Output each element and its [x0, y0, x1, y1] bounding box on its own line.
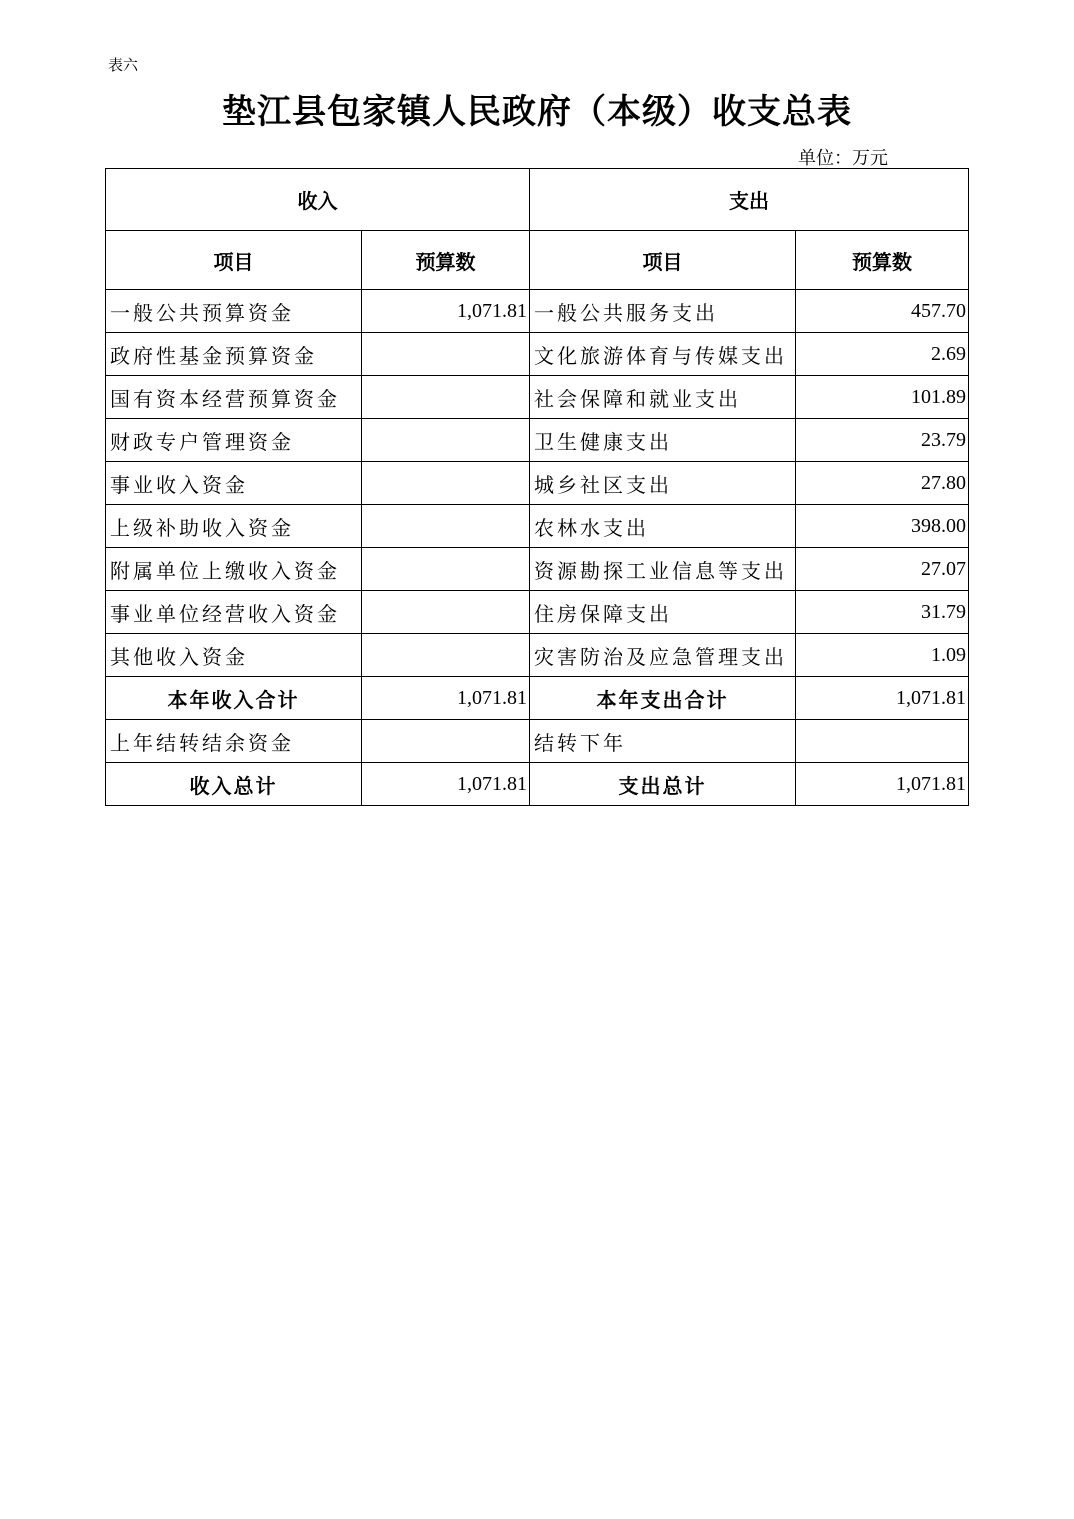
year-total-row — [106, 677, 969, 720]
income-item: 财政专户管理资金 — [106, 419, 362, 462]
expense-item: 社会保障和就业支出 — [530, 376, 796, 419]
expense-section-header: 支出 — [530, 169, 969, 231]
table-row — [106, 591, 969, 634]
table-number-label: 表六 — [108, 56, 139, 74]
income-item-column-header: 项目 — [106, 231, 362, 290]
table-row — [106, 462, 969, 505]
income-item: 附属单位上缴收入资金 — [106, 548, 362, 591]
year-expense-total-label: 本年支出合计 — [530, 677, 796, 720]
income-item: 国有资本经营预算资金 — [106, 376, 362, 419]
expense-value: 101.89 — [796, 376, 969, 419]
next-year-carryover-label: 结转下年 — [530, 720, 796, 763]
table-row — [106, 290, 969, 333]
expense-item: 灾害防治及应急管理支出 — [530, 634, 796, 677]
income-item: 一般公共预算资金 — [106, 290, 362, 333]
expense-grand-total-value: 1,071.81 — [796, 763, 969, 806]
expense-value: 457.70 — [796, 290, 969, 333]
income-value — [362, 333, 530, 376]
expense-item: 一般公共服务支出 — [530, 290, 796, 333]
carryover-row — [106, 720, 969, 763]
income-budget-column-header: 预算数 — [362, 231, 530, 290]
income-item: 其他收入资金 — [106, 634, 362, 677]
column-header-row — [106, 231, 969, 290]
income-section-header: 收入 — [106, 169, 530, 231]
income-item: 事业单位经营收入资金 — [106, 591, 362, 634]
expense-value: 27.80 — [796, 462, 969, 505]
next-year-carryover-value — [796, 720, 969, 763]
income-value — [362, 376, 530, 419]
expense-value: 27.07 — [796, 548, 969, 591]
expense-item-column-header: 项目 — [530, 231, 796, 290]
income-value — [362, 591, 530, 634]
table-row — [106, 505, 969, 548]
table-row — [106, 634, 969, 677]
expense-value: 398.00 — [796, 505, 969, 548]
income-value — [362, 548, 530, 591]
expense-item: 文化旅游体育与传媒支出 — [530, 333, 796, 376]
table-row — [106, 419, 969, 462]
income-value — [362, 462, 530, 505]
year-income-total-value: 1,071.81 — [362, 677, 530, 720]
income-item: 政府性基金预算资金 — [106, 333, 362, 376]
year-expense-total-value: 1,071.81 — [796, 677, 969, 720]
income-item: 上级补助收入资金 — [106, 505, 362, 548]
section-header-row — [106, 169, 969, 231]
income-value — [362, 634, 530, 677]
expense-item: 农林水支出 — [530, 505, 796, 548]
year-income-total-label: 本年收入合计 — [106, 677, 362, 720]
expense-value: 23.79 — [796, 419, 969, 462]
income-value — [362, 505, 530, 548]
unit-label: 单位：万元 — [798, 148, 888, 169]
table-row — [106, 376, 969, 419]
table-row — [106, 548, 969, 591]
income-item: 事业收入资金 — [106, 462, 362, 505]
expense-budget-column-header: 预算数 — [796, 231, 969, 290]
expense-item: 资源勘探工业信息等支出 — [530, 548, 796, 591]
prior-year-carryover-label: 上年结转结余资金 — [106, 720, 362, 763]
income-value — [362, 419, 530, 462]
expense-value: 31.79 — [796, 591, 969, 634]
expense-item: 住房保障支出 — [530, 591, 796, 634]
grand-total-row — [106, 763, 969, 806]
prior-year-carryover-value — [362, 720, 530, 763]
expense-value: 1.09 — [796, 634, 969, 677]
expense-item: 城乡社区支出 — [530, 462, 796, 505]
income-grand-total-label: 收入总计 — [106, 763, 362, 806]
budget-summary-table — [105, 168, 969, 806]
expense-grand-total-label: 支出总计 — [530, 763, 796, 806]
expense-value: 2.69 — [796, 333, 969, 376]
income-value: 1,071.81 — [362, 290, 530, 333]
page-title: 垫江县包家镇人民政府（本级）收支总表 — [222, 92, 852, 132]
expense-item: 卫生健康支出 — [530, 419, 796, 462]
income-grand-total-value: 1,071.81 — [362, 763, 530, 806]
table-row — [106, 333, 969, 376]
